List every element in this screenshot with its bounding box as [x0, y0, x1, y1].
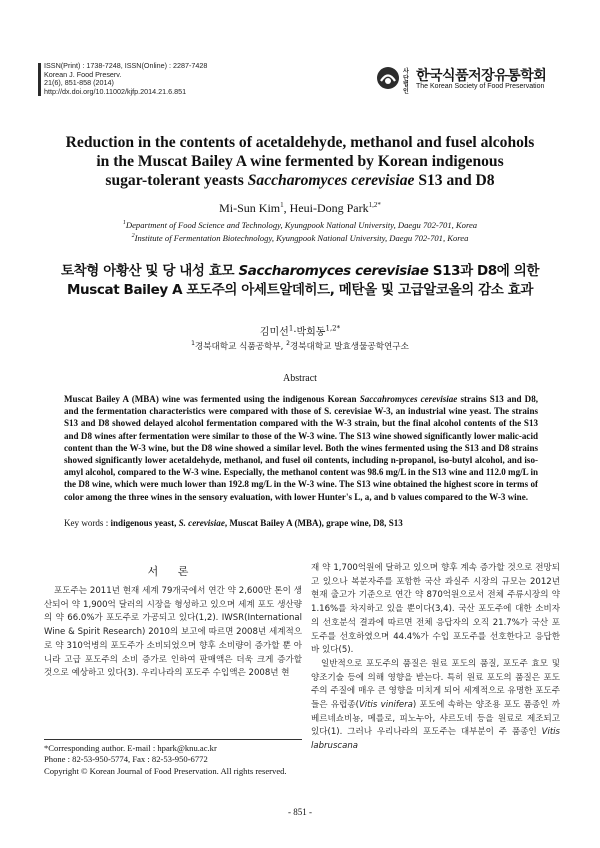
korean-author-1-sup: 1: [288, 324, 294, 333]
intro-p2-species-2: Vitis labruscana: [311, 727, 560, 752]
title-line-3-pre: sugar-tolerant yeasts: [105, 172, 248, 189]
korean-title-pre: 토착형 아황산 및 당 내성 효모: [60, 263, 239, 279]
korean-affiliations: [0, 340, 600, 352]
logo-small-text: 사단 법인: [403, 68, 409, 95]
abstract-heading: Abstract: [283, 373, 317, 384]
intro-left-paragraph: 포도주는 2011년 현재 세계 79개국에서 연간 약 2,600만 톤이 생산되어 약 1,900억 달러의 시장을 형성하고 있으며 세계 포도 생산량의 약 66.0%가 포도주로 가공되고 있다(1,2). IWSR(International Wine & Spirit Research) 2010의 보고에 따르면 2008년 세계적으로 약 310억병의 포도주가 소비되었으며 향후 소비량이 증가할 뿐 아니라 고급 포도주의 소비 증가로 인하여 판매액은 더욱 크게 증가할 것으로 예상하고 있다(3). 우리나라의 포도주 수입액은 2008년 현: [44, 586, 302, 679]
title-species: Saccharomyces cerevisiae: [247, 172, 415, 189]
affiliation-2: [0, 231, 600, 244]
intro-right-paragraph-2: [311, 658, 560, 754]
korean-title-line-2: Muscat Bailey A 포도주의 아세트알데히드, 메탄올 및 고급알코올의 감소 효과: [67, 282, 533, 298]
title-line-3: [50, 171, 550, 190]
intro-right-column: [311, 562, 560, 754]
abstract-body: [64, 393, 538, 503]
korean-author-1: 김미선: [259, 327, 289, 338]
korean-title: [40, 262, 560, 300]
footnote-divider: [44, 739, 302, 740]
paper-title: [50, 133, 550, 190]
intro-left-column: [44, 585, 302, 681]
abstract-text-1: Muscat Bailey A (MBA) wine was fermented using the indigenous Korean: [64, 394, 360, 404]
affiliation-2-sup: 2: [131, 232, 135, 239]
korean-title-species: Saccharomyces cerevisiae: [238, 263, 429, 279]
intro-heading: 서 론: [147, 565, 197, 578]
author-1-sup: 1: [280, 201, 284, 209]
keyword-2: S. cerevisiae: [178, 518, 225, 528]
author-1: Mi-Sun Kim: [219, 201, 281, 215]
journal-name: Korean J. Food Preserv.: [44, 69, 122, 79]
korean-author-list: [0, 323, 600, 338]
title-line-2: in the Muscat Bailey A wine fermented by Korean indigenous: [96, 153, 504, 170]
korean-affil-2-sup: 2: [286, 340, 290, 348]
footnote-copyright: Copyright © Korean Journal of Food Preservation. All rights reserved.: [44, 765, 287, 776]
korean-title-post: S13과 D8에 의한: [428, 263, 540, 279]
affiliation-1-sup: 1: [122, 220, 126, 226]
korean-affil-1: 경북대학교 식품공학부,: [194, 342, 287, 352]
korean-title-line-1: [40, 262, 560, 281]
logo-english-name: The Korean Society of Food Preservation: [416, 83, 545, 90]
volume-line: 21(6), 851-858 (2014): [44, 78, 114, 88]
korean-affil-1-sup: 1: [191, 340, 195, 348]
title-line-3-post: S13 and D8: [414, 172, 495, 189]
abstract-species: Saccahromyces cerevisiae: [359, 394, 458, 404]
footnote-phone: Phone : 82-53-950-5774, Fax : 82-53-950-6772: [44, 754, 208, 765]
keyword-rest: , Muscat Bailey A (MBA), grape wine, D8, S13: [224, 518, 403, 528]
intro-right-paragraph-1: 재 약 1,700억원에 달하고 있으며 향후 계속 증가할 것으로 전망되고 있으나 복분자주를 포함한 국산 과실주 시장의 규모는 2012년 현재 출고가 기준으로 연간 약 870억원으로서 전체 주류시장의 약 1.16%를 차지하고 있을 뿐이다(3,4). 국산 포도주에 대한 소비자의 선호분석 결과에 따르면 전체 응답자의 오직 21.7%가 국산 포도주를 선호하였으며 44.4%가 수입 포도주를 선호한다고 응답한 바 있다(5).: [311, 563, 560, 656]
korean-author-2: ·박희동: [293, 327, 326, 338]
affiliation-2-text: Institute of Fermentation Biotechnology, Kyungpook National University, Daegu 702-701, Korea: [134, 232, 469, 243]
author-2-sup: 1,2*: [368, 201, 381, 209]
korean-author-2-sup: 1,2*: [325, 324, 341, 333]
korean-affil-2: 경북대학교 발효생물공학연구소: [289, 342, 409, 352]
author-list: [0, 201, 600, 216]
keywords-label: Key words: [64, 518, 104, 528]
keywords: [64, 518, 544, 528]
intro-p2-text-b: ) 포도에 속하는 양조용 포도 품종인 까베르네쇼비뇽, 메를로, 피노누아, 샤르도네 등을 원료로 제조되고 있다(1). 그러나 우리나라의 포도주는 대부분이 주 품종인: [311, 700, 560, 738]
author-2: , Heui-Dong Park: [283, 201, 369, 215]
affiliation-1: [0, 218, 600, 231]
page-number: - 851 -: [288, 807, 312, 817]
abstract-text-2: strains S13 and D8, and the fermentation characteristics were compared with those of S. cerevisiae W-3, an industrial wine yeast. The strains S13 and D8 showed delayed alcohol fermentation compared with the W-3 strain, but the final alcohol contents of the S13 and D8 wines after fermentation were similar to those of the W-3 wine. The S13 wine showed significantly lower malic-acid content than the W-3 wine, but the D8 wine showed a similar level. Both the wines fermented using the S13 and D8 strains showed significantly lower acetaldehyde, methanol, and fusel oil contents, including n-propanol, iso-butyl alcohol, and iso-amyl alcohol, compared to the W-3 wine. Especially, the methanol content was 98.6 mg/L in the S13 wine and 112.0 mg/L in the D8 wine, which were much lower than 192.8 mg/L in the W-3 wine. The S13 wine obtained the highest score in terms of color among the three wines in the sensory evaluation, with lower Hunter's L, a, and b values compared to the W-3 wine.: [64, 394, 538, 502]
doi-link[interactable]: http://dx.doi.org/10.11002/kjfp.2014.21.6.851: [44, 86, 187, 96]
keyword-1: indigenous yeast,: [110, 518, 179, 528]
keywords-sep: :: [103, 518, 111, 528]
footnote-corresponding: *Corresponding author. E-mail : hpark@knu.ac.kr: [44, 743, 217, 753]
metadata-bar: [38, 63, 41, 96]
title-line-1: Reduction in the contents of acetaldehyde, methanol and fusel alcohols: [65, 134, 535, 151]
affiliations: [0, 218, 600, 244]
society-logo: [376, 64, 566, 94]
affiliation-1-text: Department of Food Science and Technology, Kyungpook National University, Daegu 702-701, Korea: [125, 219, 478, 230]
intro-p2-text-a: 일반적으로 포도주의 품질은 원료 포도의 품질, 포도주 효모 및 양조기술 등에 의해 영향을 받는다. 특히 원료 포도의 품질은 포도주의 주질에 매우 큰 영향을 미치게 되어 세계적으로 유명한 포도주들은 유럽종(: [311, 658, 560, 711]
footnote: [44, 743, 302, 777]
society-emblem-icon: [376, 66, 400, 90]
intro-p2-species: Vitis vinifera: [358, 700, 413, 711]
issn-line: ISSN(Print) : 1738-7248, ISSN(Online) : 2287-7428: [44, 61, 208, 70]
logo-korean-name: 한국식품저장유통학회: [416, 68, 547, 84]
journal-metadata: [44, 62, 207, 96]
